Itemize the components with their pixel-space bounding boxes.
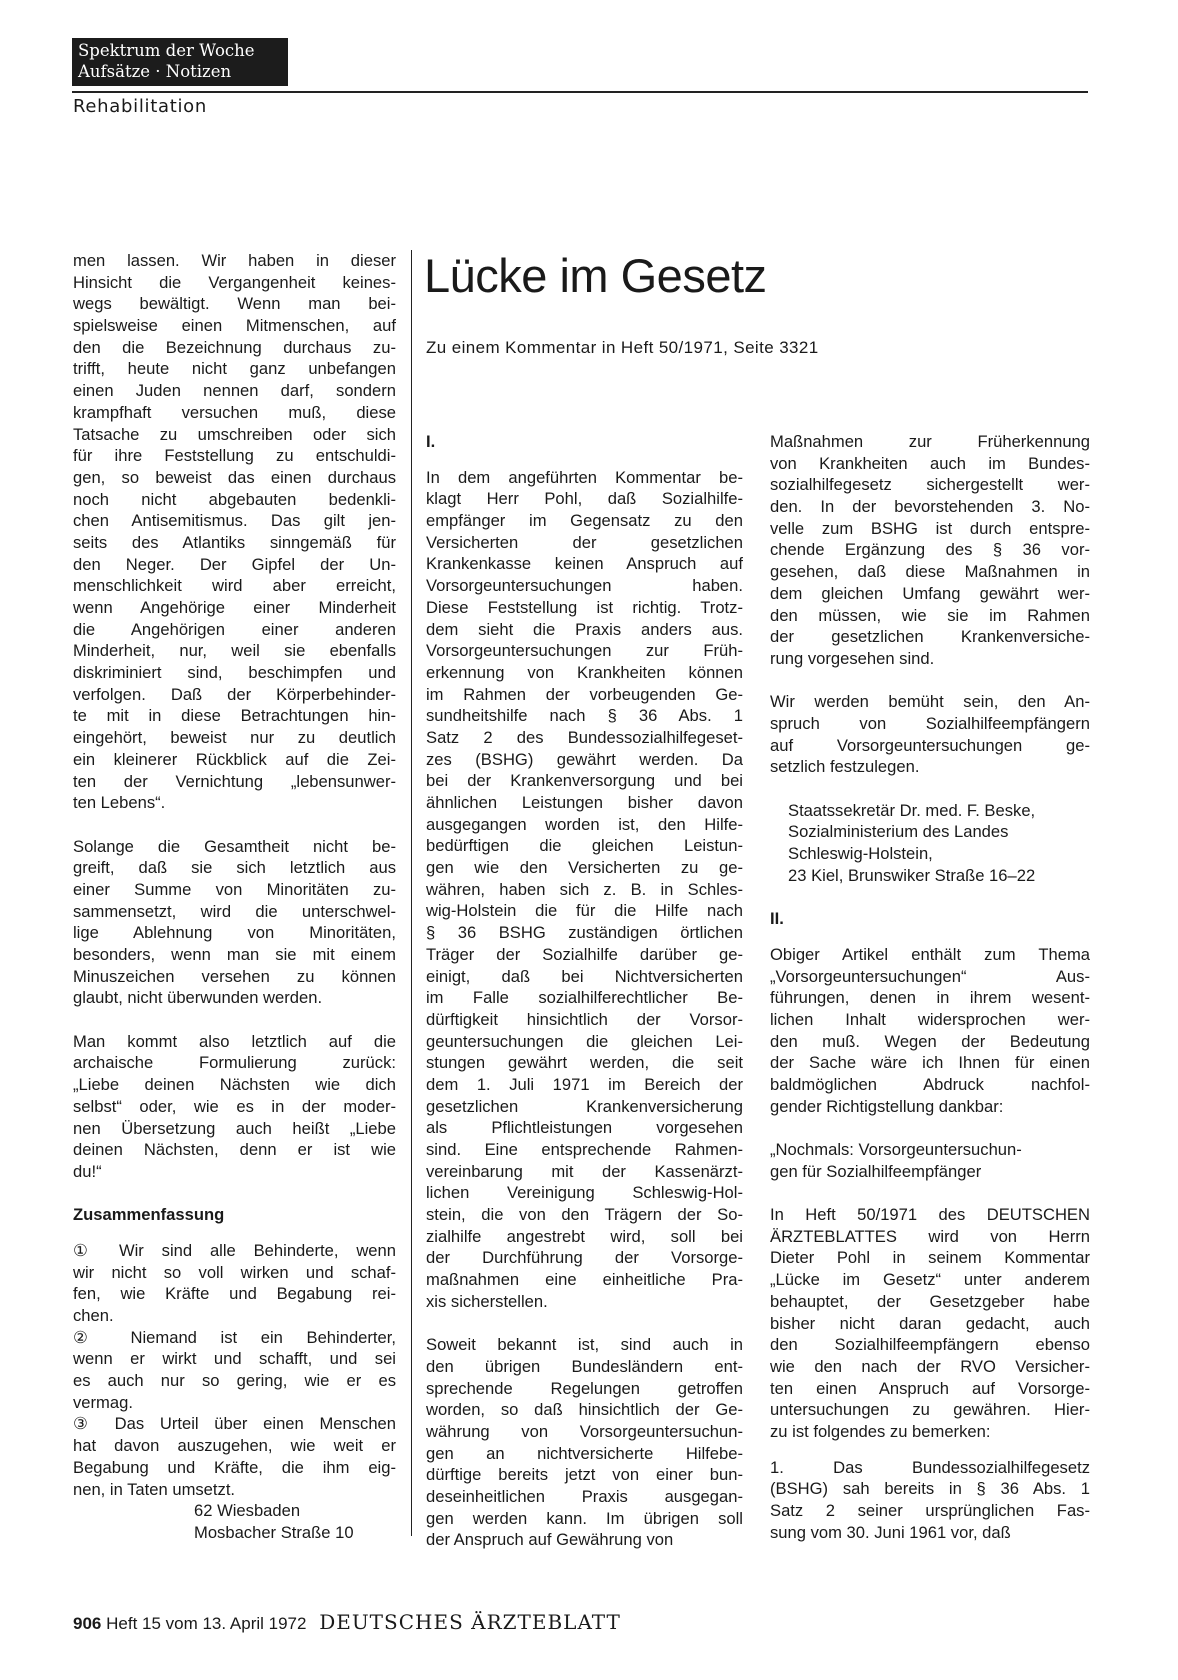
section-marker-1: I. (426, 432, 436, 451)
text-line: stein, die von den Trägern der So- (426, 1205, 743, 1225)
text-line: im Falle sozialhilferechtlicher Be- (426, 988, 743, 1008)
text-line: Diese Feststellung ist richtig. Trotz- (426, 597, 743, 617)
column-divider (411, 250, 412, 1536)
text-line: spruch von Sozialhilfeempfängern (770, 713, 1090, 733)
text-line: du!“ (73, 1161, 102, 1181)
text-line: ten Lebens“. (73, 793, 166, 813)
text-line: 62 Wiesbaden (194, 1501, 301, 1521)
text-line: te mit in diese Betrachtungen hin- (73, 706, 396, 726)
text-line: von Krankheiten auch im Bundes- (770, 453, 1090, 473)
text-line: Krankenkasse keinen Anspruch auf (426, 554, 743, 574)
col3-paragraph-1 (770, 431, 1090, 670)
text-line: archaische Formulierung zurück: (73, 1053, 396, 1073)
col3-paragraph-5 (770, 1204, 1090, 1443)
text-line: wig-Holstein die für die Hilfe nach (426, 901, 743, 921)
text-line: chen Antisemitismus. Das gilt jen- (73, 511, 396, 531)
text-line: den übrigen Bundesländern ent- (426, 1356, 743, 1376)
column-1 (73, 250, 396, 1544)
text-line: besonders, wenn man sie mit einem (73, 945, 396, 964)
text-line: klagt Herr Pohl, daß Sozialhilfe- (426, 489, 743, 509)
text-line: nen Übersetzung auch heißt „Liebe (73, 1118, 396, 1138)
col1-paragraph-1 (73, 250, 396, 814)
text-line: 1. Das Bundessozialhilfegesetz (770, 1457, 1090, 1477)
text-line: Obiger Artikel enthält zum Thema (770, 944, 1090, 964)
text-line: der Anspruch auf Gewährung von (426, 1530, 674, 1550)
col3-paragraph-3 (770, 944, 1090, 1118)
col1-paragraph-3 (73, 1031, 396, 1183)
text-line: greift, daß sie sich letztlich aus (73, 858, 396, 878)
text-line: maßnahmen eine einheitliche Pra- (426, 1270, 743, 1290)
text-line: ten einen Anspruch auf Vorsorge- (770, 1378, 1090, 1398)
text-line: selbst“ oder, wie es in der moder- (73, 1096, 396, 1116)
text-line: „Nochmals: Vorsorgeuntersuchun- (770, 1140, 1022, 1159)
text-line: chende Ergänzung des § 36 vor- (770, 540, 1090, 560)
text-line: ① Wir sind alle Behinderte, wenn (73, 1240, 396, 1260)
text-line: gesehen, daß diese Maßnahmen in (770, 562, 1090, 582)
text-line: Vorsorgeuntersuchungen zur Früh- (426, 641, 743, 661)
text-line: ähnlichen Leistungen bisher davon (426, 793, 743, 812)
text-line: Staatssekretär Dr. med. F. Beske, (788, 800, 1036, 820)
text-line: verfolgen. Daß der Körperbehinder- (73, 684, 396, 704)
text-line: spielsweise einen Mitmenschen, auf (73, 316, 396, 336)
page-number: 906 (73, 1614, 102, 1633)
summary-point-1 (73, 1240, 396, 1327)
text-line: Hinsicht die Vergangenheit keines- (73, 272, 396, 292)
text-line: der Sache wäre ich Ihnen für einen (770, 1053, 1090, 1073)
article-subtitle: Zu einem Kommentar in Heft 50/1971, Seite 3321 (426, 338, 819, 357)
col3-paragraph-6 (770, 1457, 1090, 1544)
text-line: den müssen, wie sie im Rahmen (770, 605, 1090, 625)
text-line: gender Richtigstellung dankbar: (770, 1096, 1004, 1116)
text-line: deinen Nächsten, denn er ist wie (73, 1140, 396, 1160)
text-line: zu ist folgendes zu bemerken: (770, 1421, 991, 1441)
text-line: im Rahmen der vorbeugenden Ge- (426, 684, 743, 704)
text-line: gen für Sozialhilfeempfänger (770, 1161, 982, 1181)
text-line: krampfhaft versuchen muß, diese (73, 402, 396, 422)
text-line: wenn Angehörige einer Minderheit (73, 598, 396, 617)
header-line-1: Spektrum der Woche (78, 41, 255, 60)
text-line: dürftigkeit hinsichtlich der Vorsor- (426, 1009, 743, 1029)
text-line: währen, haben sich z. B. in Schles- (426, 879, 743, 899)
text-line: hat davon auszugehen, wie weit er (73, 1436, 396, 1456)
text-line: dem 1. Juli 1971 im Bereich der (426, 1074, 743, 1094)
text-line: Versicherten der gesetzlichen (426, 532, 743, 552)
text-line: ein kleinerer Rückblick auf die Zei- (73, 749, 396, 769)
header-line-2: Aufsätze · Notizen (78, 62, 232, 81)
text-line: behauptet, der Gesetzgeber habe (770, 1291, 1090, 1311)
text-line: bisher nicht daran gedacht, auch (770, 1313, 1090, 1333)
text-line: wegs bewältigt. Wenn man bei- (73, 294, 396, 314)
journal-name: DEUTSCHES ÄRZTEBLATT (319, 1610, 621, 1634)
text-line: der gesetzlichen Krankenversiche- (770, 627, 1090, 647)
text-line: xis sicherstellen. (426, 1291, 548, 1311)
text-line: dem sieht die Praxis anders aus. (426, 619, 743, 639)
text-line: Soweit bekannt ist, sind auch in (426, 1335, 743, 1355)
text-line: noch nicht abgebauten bedenkli- (73, 489, 396, 509)
text-line: wenn er wirkt und schafft, und sei (73, 1349, 396, 1369)
journal-header-box (72, 38, 288, 86)
text-line: velle zum BSHG ist durch entspre- (770, 518, 1090, 538)
text-line: sundheitshilfe nach § 36 Abs. 1 (426, 706, 743, 726)
text-line: seits des Atlantiks sinngemäß für (73, 532, 396, 552)
text-line: trifft, heute nicht ganz unbefangen (73, 359, 396, 379)
article-title: Lücke im Gesetz (424, 249, 767, 302)
text-line: den. In der bevorstehenden 3. No- (770, 497, 1090, 517)
text-line: den Neger. Der Gipfel der Un- (73, 554, 396, 574)
text-line: Vorsorgeuntersuchungen haben. (426, 576, 743, 596)
text-line: sind. Eine entsprechende Rahmen- (426, 1140, 743, 1159)
issue-info: Heft 15 vom 13. April 1972 (106, 1614, 307, 1633)
text-line: die Angehörigen einer anderen (73, 619, 396, 639)
text-line: als Pflichtleistungen vorgesehen (426, 1118, 743, 1138)
text-line: einen Juden nennen darf, sondern (73, 381, 396, 401)
text-line: Sozialministerium des Landes (788, 822, 1009, 842)
text-line: wie den nach der RVO Versicher- (770, 1356, 1090, 1376)
summary-heading: Zusammenfassung (73, 1205, 225, 1225)
text-line: gesetzlichen Krankenversicherung (426, 1096, 743, 1116)
text-line: Tatsache zu umschreiben oder sich (73, 424, 396, 444)
text-line: vereinbarung mit der Kassenärzt- (426, 1161, 743, 1181)
text-line: Satz 2 des Bundessozialhilfegeset- (426, 727, 743, 747)
text-line: gen, so beweist das einen durchaus (73, 467, 396, 487)
text-line: ÄRZTEBLATTES wird von Herrn (770, 1226, 1090, 1246)
text-line: sprechende Regelungen getroffen (426, 1378, 743, 1398)
text-line: einer Summe von Minoritäten zu- (73, 879, 396, 899)
text-line: Man kommt also letztlich auf die (73, 1031, 396, 1051)
col1-paragraph-2 (73, 836, 396, 1010)
text-line: baldmöglichen Abdruck nachfol- (770, 1074, 1090, 1094)
text-line: Minderheit, nur, weil sie ebenfalls (73, 641, 396, 661)
text-line: chen. (73, 1306, 114, 1325)
text-line: zialhilfe angestrebt wird, soll bei (426, 1226, 743, 1246)
text-line: ③ Das Urteil über einen Menschen (73, 1414, 396, 1434)
text-line: lige Ablehnung von Minoritäten, (73, 923, 396, 943)
text-line: Begabung und Kräfte, die ihm eig- (73, 1457, 396, 1477)
text-line: lichen Inhalt widersprochen wer- (770, 1009, 1090, 1029)
text-line: Maßnahmen zur Früherkennung (770, 432, 1090, 451)
text-line: gen werden kann. Im übrigen soll (426, 1508, 743, 1528)
col3-paragraph-2 (770, 691, 1090, 778)
text-line: In dem angeführten Kommentar be- (426, 467, 743, 487)
text-line: Träger der Sozialhilfe darüber ge- (426, 944, 743, 964)
text-line: sung vom 30. Juni 1961 vor, daß (770, 1522, 1011, 1542)
text-line: glaubt, nicht überwunden werden. (73, 988, 323, 1008)
text-line: fen, wie Kräfte und Begabung rei- (73, 1284, 396, 1304)
text-line: zes (BSHG) gewährt werden. Da (426, 749, 743, 769)
text-line: Satz 2 seiner ursprünglichen Fas- (770, 1501, 1090, 1520)
text-line: Mosbacher Straße 10 (194, 1522, 354, 1542)
summary-point-2 (73, 1327, 396, 1414)
text-line: sammensetzt, wird die unterschwel- (73, 901, 396, 921)
text-line: den die Bezeichnung durchaus zu- (73, 337, 396, 357)
text-line: ② Niemand ist ein Behinderter, (73, 1327, 396, 1347)
col2-paragraph-1 (426, 467, 743, 1313)
text-line: bedürftigen die gleichen Leistun- (426, 836, 743, 856)
summary-point-3 (73, 1413, 396, 1500)
text-line: erkennung von Krankheiten können (426, 662, 743, 682)
text-line: den muß. Wegen der Bedeutung (770, 1031, 1090, 1051)
text-line: Solange die Gesamtheit nicht be- (73, 836, 396, 856)
text-line: deseinheitlichen Praxis ausgegan- (426, 1487, 743, 1506)
text-line: ausgegangen worden ist, den Hilfe- (426, 814, 743, 834)
text-line: für ihre Feststellung zu entschuldi- (73, 446, 396, 466)
text-line: In Heft 50/1971 des DEUTSCHEN (770, 1205, 1090, 1225)
section-label: Rehabilitation (73, 96, 208, 117)
text-line: untersuchungen zu gewähren. Hier- (770, 1400, 1090, 1420)
col3-paragraph-4 (770, 1139, 1090, 1182)
text-line: „Vorsorgeuntersuchungen“ Aus- (770, 966, 1090, 986)
text-line: diskriminiert sind, beschimpfen und (73, 663, 396, 683)
text-line: führungen, denen in ihrem wesent- (770, 988, 1090, 1008)
text-line: sozialhilfegesetz sichergestellt wer- (770, 475, 1090, 495)
text-line: vermag. (73, 1392, 133, 1412)
text-line: „Liebe deinen Nächsten wie dich (73, 1075, 396, 1095)
text-line: den Sozialhilfeempfängern ebenso (770, 1335, 1090, 1355)
text-line: dem gleichen Umfang gewährt wer- (770, 583, 1090, 603)
text-line: empfänger im Gegensatz zu den (426, 511, 743, 531)
text-line: gen an nichtversicherte Hilfebe- (426, 1443, 743, 1463)
text-line: es auch nur so gering, wie er es (73, 1371, 396, 1391)
header-rule (72, 91, 1088, 93)
text-line: rung vorgesehen sind. (770, 648, 935, 668)
col2-paragraph-2 (426, 1334, 743, 1551)
page-footer (73, 1610, 621, 1634)
column-2 (426, 431, 743, 1551)
text-line: worden, so daß hinsichtlich der Ge- (426, 1400, 743, 1420)
text-line: nen, in Taten umsetzt. (73, 1479, 236, 1499)
text-line: menschlichkeit wird aber erreicht, (73, 576, 396, 596)
text-line: § 36 BSHG zuständigen örtlichen (426, 923, 743, 943)
text-line: auf Vorsorgeuntersuchungen ge- (770, 735, 1090, 755)
signature-block (770, 800, 1090, 887)
text-line: eingehört, beweist nur zu deutlich (73, 728, 396, 748)
text-line: men lassen. Wir haben in dieser (73, 251, 396, 270)
text-line: 23 Kiel, Brunswiker Straße 16–22 (788, 865, 1036, 885)
text-line: der Durchführung der Vorsorge- (426, 1248, 743, 1268)
text-line: einigt, daß bei Nichtversicherten (426, 966, 743, 986)
text-line: Dieter Pohl in seinem Kommentar (770, 1248, 1090, 1268)
text-line: stungen gewährt werden, die seit (426, 1053, 743, 1073)
text-line: „Lücke im Gesetz“ unter anderem (770, 1270, 1090, 1290)
text-line: (BSHG) sah bereits in § 36 Abs. 1 (770, 1479, 1090, 1499)
text-line: dürftige bereits jetzt von einer bun- (426, 1465, 743, 1485)
text-line: lichen Vereinigung Schleswig-Hol- (426, 1183, 743, 1203)
text-line: gen wie den Versicherten zu ge- (426, 858, 743, 878)
text-line: Minuszeichen versehen zu können (73, 966, 396, 986)
text-line: setzlich festzulegen. (770, 757, 920, 777)
section-marker-2: II. (770, 909, 784, 929)
text-line: Wir werden bemüht sein, den An- (770, 692, 1090, 712)
text-line: wir nicht so voll wirken und schaf- (73, 1262, 396, 1282)
text-line: bei der Krankenversorgung und bei (426, 771, 743, 791)
text-line: Schleswig-Holstein, (788, 844, 933, 864)
text-line: ten der Vernichtung „lebensunwer- (73, 771, 396, 791)
author-address (73, 1500, 396, 1543)
column-3 (770, 431, 1090, 1543)
text-line: währung von Vorsorgeuntersuchun- (426, 1421, 743, 1441)
text-line: geuntersuchungen die gleichen Lei- (426, 1031, 743, 1051)
